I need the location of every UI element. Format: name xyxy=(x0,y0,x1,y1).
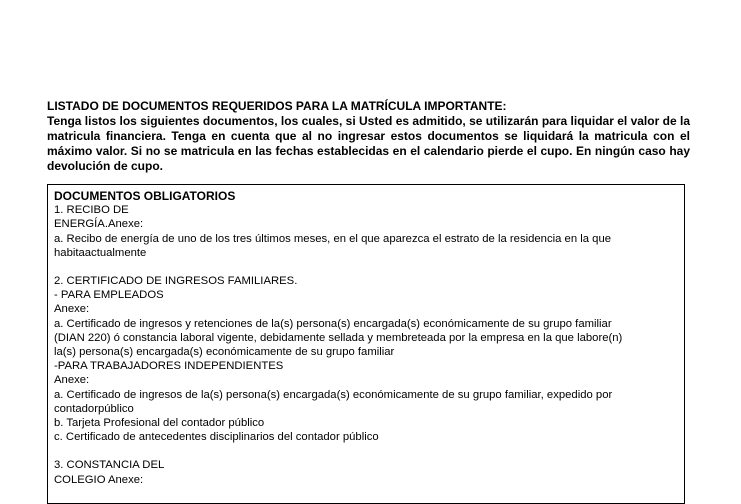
mandatory-documents-box xyxy=(47,184,685,504)
section-2-heading: 2. CERTIFICADO DE INGRESOS FAMILIARES. xyxy=(54,275,298,288)
section-2-item-a-cont1: (DIAN 220) ó constancia laboral vigente, debidamente sellada y membreteada por la empresa en la que labore(n) xyxy=(54,331,623,344)
intro-heading: LISTADO DE DOCUMENTOS REQUERIDOS PARA LA MATRÍCULA IMPORTANTE: xyxy=(47,99,507,113)
section-1-annex: ENERGÍA.Anexe: xyxy=(54,218,144,231)
section-2-annex-2: Anexe: xyxy=(54,374,90,387)
section-2-independents: -PARA TRABAJADORES INDEPENDIENTES xyxy=(54,360,284,373)
section-1-heading: 1. RECIBO DE xyxy=(54,204,129,217)
requirements-intro xyxy=(47,99,690,174)
intro-body: Tenga listos los siguientes documentos, los cuales, si Usted es admitido, se utilizarán para liquidar el valor de la matricula financiera. Tenga en cuenta que al no ingresar estos documentos se liquidará la matricula con el máximo valor. Si no se matricula en las fechas establecidas en el calendario pierde el cupo. En ningún caso hay devolución de cupo. xyxy=(47,114,690,173)
section-1-item-a-cont: habitaactualmente xyxy=(54,246,147,259)
section-1-item-a: a. Recibo de energía de uno de los tres últimos meses, en el que aparezca el estrato de la residencia en la que xyxy=(54,232,612,245)
section-2-employees: - PARA EMPLEADOS xyxy=(54,289,164,302)
section-2-ind-item-c: c. Certificado de antecedentes disciplinarios del contador público xyxy=(54,431,379,444)
section-2-ind-item-a-cont: contadorpúblico xyxy=(54,402,134,415)
section-2-item-a: a. Certificado de ingresos y retenciones de la(s) persona(s) encargada(s) económicamente de su grupo familiar xyxy=(54,317,612,330)
section-2-item-a-cont2: la(s) persona(s) encargada(s) económicamente de su grupo familiar xyxy=(54,346,395,359)
box-title: DOCUMENTOS OBLIGATORIOS xyxy=(54,189,236,203)
section-3-heading: 3. CONSTANCIA DEL xyxy=(54,459,165,472)
section-2-ind-item-a: a. Certificado de ingresos de la(s) persona(s) encargada(s) económicamente de su grupo familiar, expedido por xyxy=(54,388,613,401)
section-3-annex: COLEGIO Anexe: xyxy=(54,473,144,486)
section-2-ind-item-b: b. Tarjeta Profesional del contador público xyxy=(54,417,265,430)
section-2-annex: Anexe: xyxy=(54,303,90,316)
